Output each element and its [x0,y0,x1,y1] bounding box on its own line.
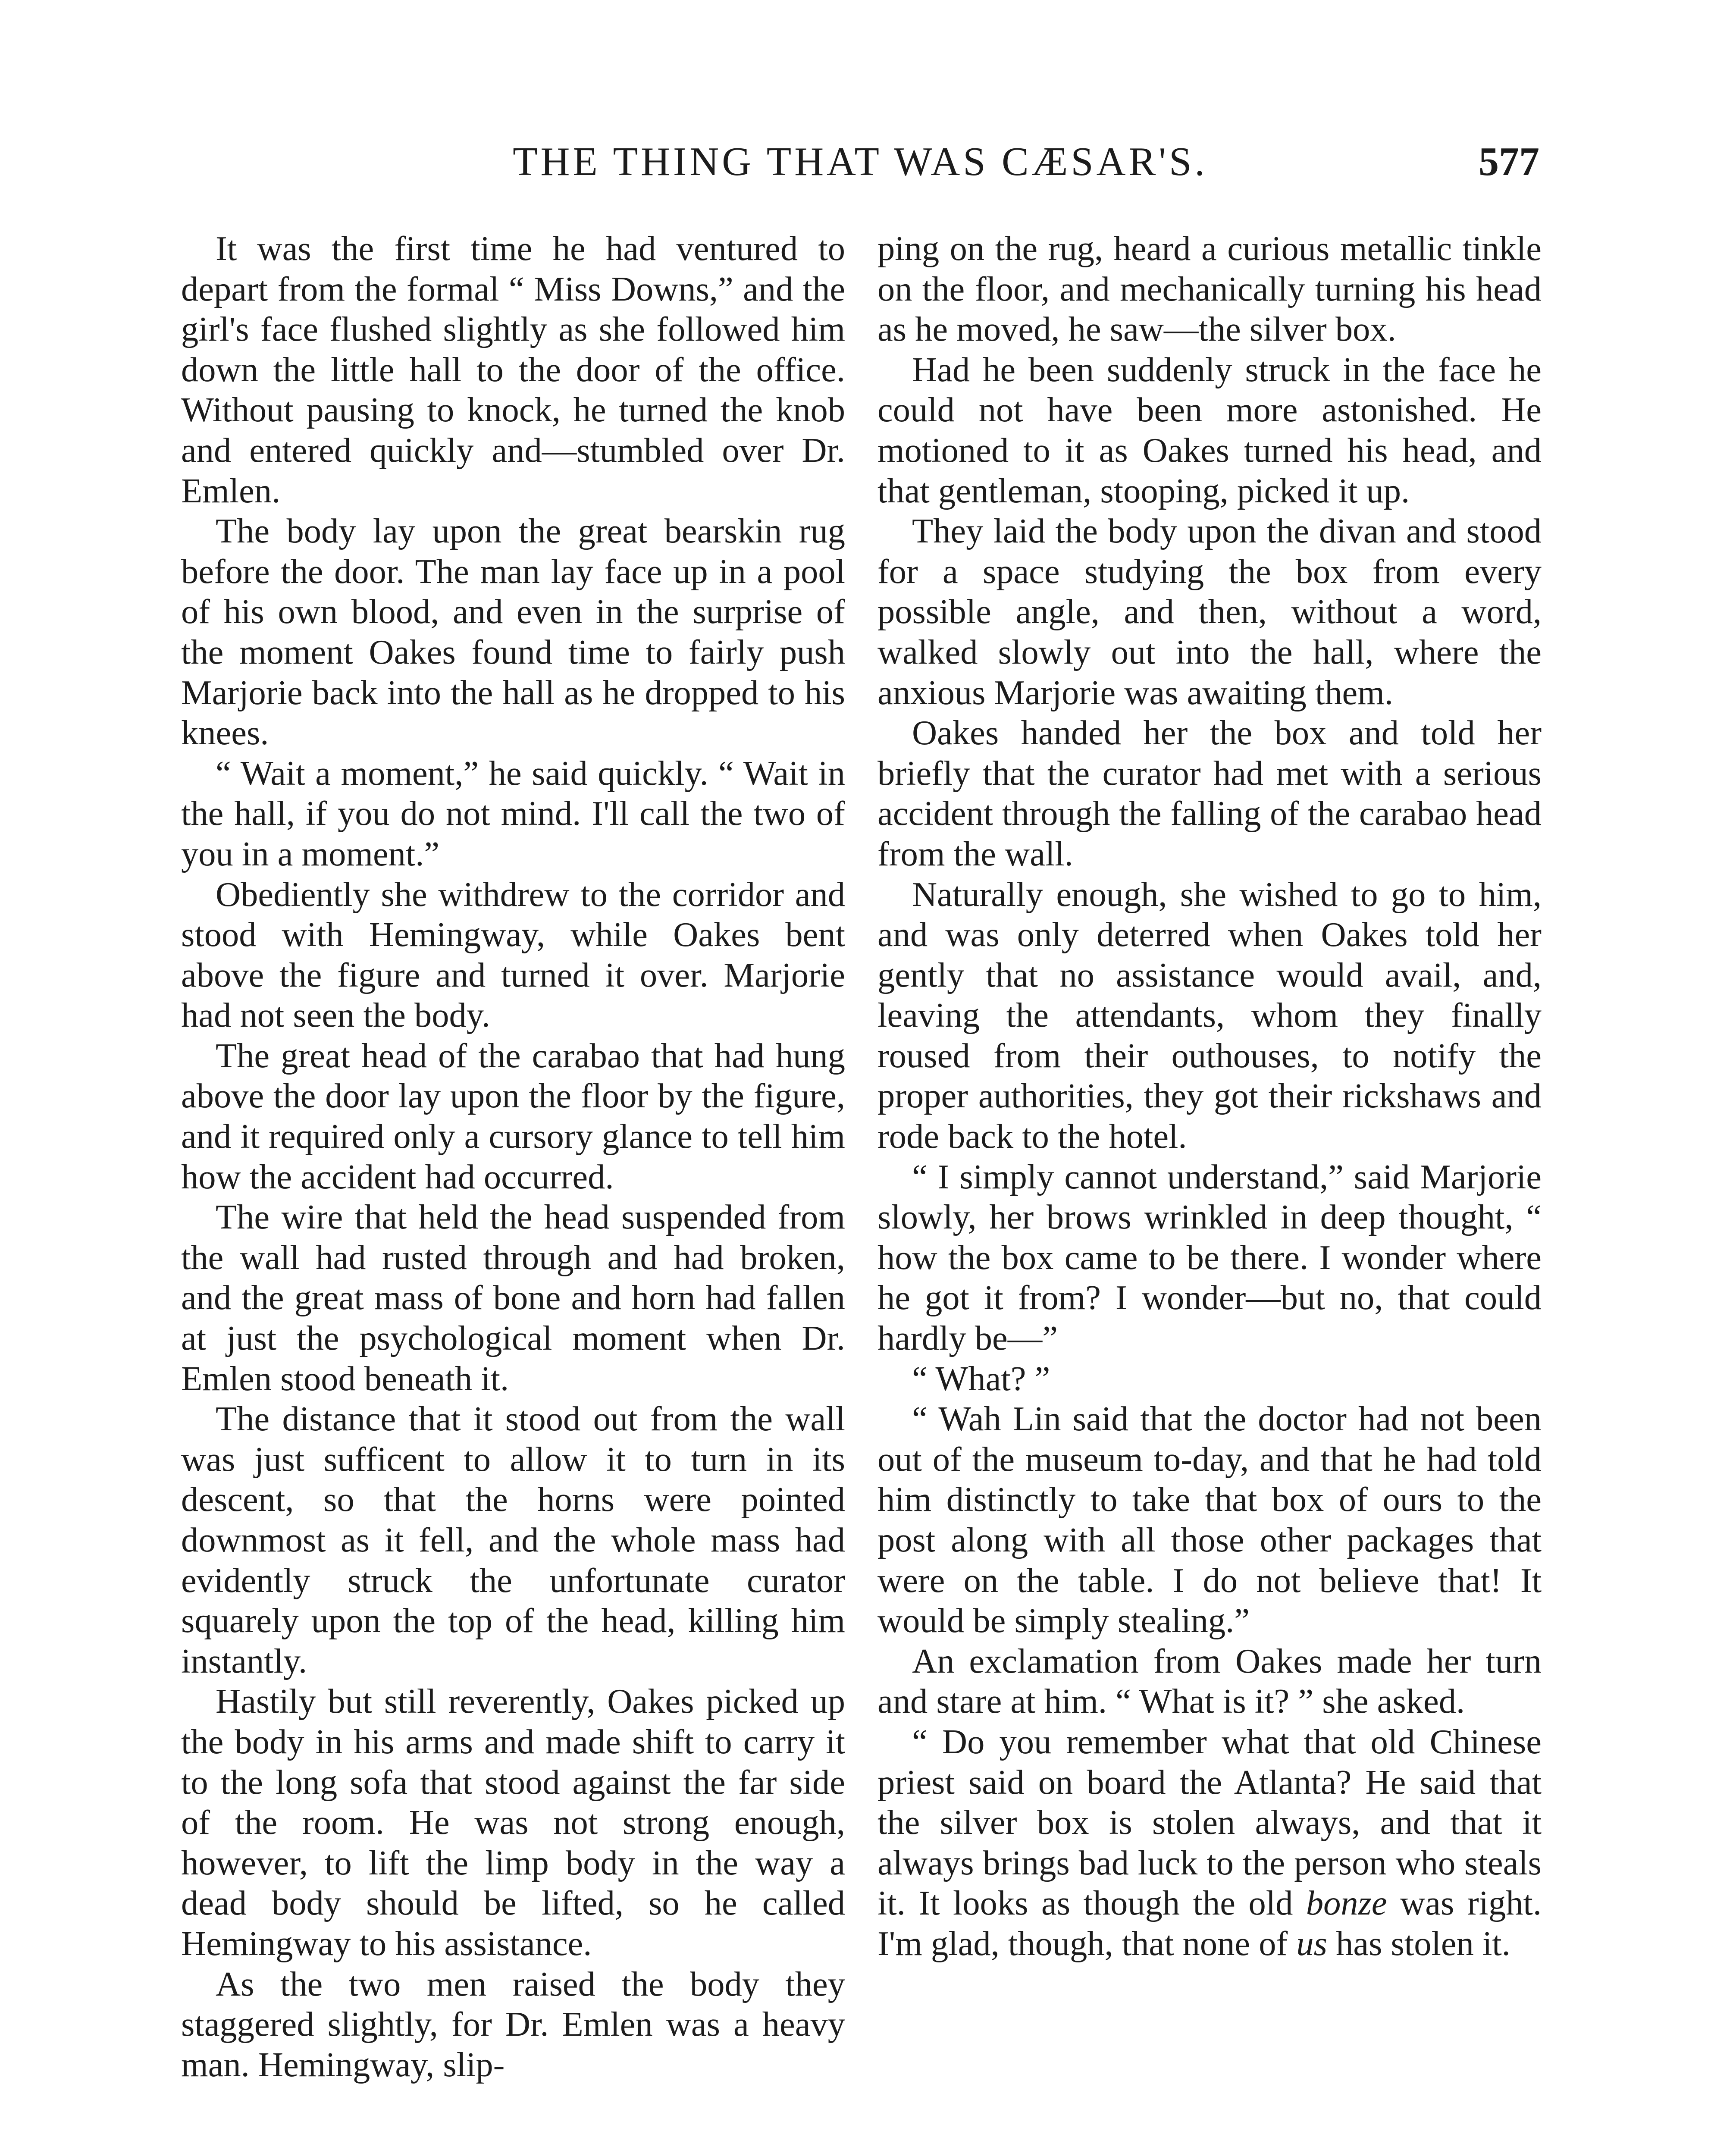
paragraph: Hastily but still reverently, Oakes picked up the body in his arms and made shift to carry it to the long sofa that stood against the far side of the room. He was not strong enough, however, to lift the limp body in the way a dead body should be lifted, so he called Hemingway to his assistance. [181,1682,845,1963]
running-head: THE THING THAT WAS CÆSAR'S. [513,139,1208,184]
text-run: “ Do you remember what that old Chinese priest said on board the Atlanta? He said that the silver box is stolen always, and that it always brings bad luck to the person who steals it. It looks as though the old [877,1722,1542,1923]
paragraph: ping on the rug, heard a curious metallic tinkle on the floor, and mechanically turning his head as he moved, he saw—the silver box. [877,229,1542,349]
italic-word: bonze [1306,1884,1387,1923]
paragraph: “ What? ” [912,1359,1050,1398]
paragraph: Oakes handed her the box and told her briefly that the curator had met with a serious accident through the falling of the carabao head from the wall. [877,714,1542,873]
right-column [877,229,1542,1964]
paragraph: The wire that held the head suspended from the wall had rusted through and had broken, and the great mass of bone and horn had fallen at just the psychological moment when Dr. Emlen stood beneath it. [181,1198,845,1398]
italic-word: us [1296,1924,1327,1963]
paragraph: It was the first time he had ventured to depart from the formal “ Miss Downs,” and the girl's face flushed slightly as she followed him down the little hall to the door of the office. Without pausing to knock, he turned the knob and entered quickly and—stumbled over Dr. Emlen. [181,229,845,510]
left-column [181,229,845,2085]
paragraph: The distance that it stood out from the wall was just sufficent to allow it to turn in its descent, so that the horns were pointed downmost as it fell, and the whole mass had evidently struck the unfortunate curator squarely upon the top of the head, killing him instantly. [181,1400,845,1680]
page-header [181,129,1539,194]
paragraph: The great head of the carabao that had hung above the door lay upon the floor by the figure, and it required only a cursory glance to tell him how the accident had occurred. [181,1036,845,1196]
paragraph: An exclamation from Oakes made her turn and stare at him. “ What is it? ” she asked. [877,1642,1542,1721]
paragraph: Had he been suddenly struck in the face he could not have been more astonished. He motioned to it as Oakes turned his head, and that gentleman, stooping, picked it up. [877,350,1542,510]
text-run: was right. I'm glad, though, that none of [877,1884,1542,1963]
paragraph [877,1722,1542,1964]
text-run: has stolen it. [1327,1924,1510,1963]
paragraph: “ I simply cannot understand,” said Marjorie slowly, her brows wrinkled in deep thought, “ how the box came to be there. I wonder where he got it from? I wonder—but no, that could hardly be—” [877,1157,1542,1358]
paragraph: The body lay upon the great bearskin rug before the door. The man lay face up in a pool of his own blood, and even in the surprise of the moment Oakes found time to fairly push Marjorie back into the hall as he dropped to his knees. [181,512,845,752]
paragraph: As the two men raised the body they staggered slightly, for Dr. Emlen was a heavy man. Hemingway, slip- [181,1965,845,2084]
paragraph: “ Wah Lin said that the doctor had not been out of the museum to-day, and that he had told him distinctly to take that box of ours to the post along with all those other packages that were on the table. I do not believe that! It would be simply stealing.” [877,1400,1542,1640]
paragraph: They laid the body upon the divan and stood for a space studying the box from every possible angle, and then, without a word, walked slowly out into the hall, where the anxious Marjorie was awaiting them. [877,512,1542,712]
paragraph: Naturally enough, she wished to go to him, and was only deterred when Oakes told her gently that no assistance would avail, and, leaving the attendants, whom they finally roused from their outhouses, to notify the proper authorities, they got their rickshaws and rode back to the hotel. [877,875,1542,1156]
paragraph: “ Wait a moment,” he said quickly. “ Wait in the hall, if you do not mind. I'll call the two of you in a moment.” [181,754,845,873]
paragraph: Obediently she withdrew to the corridor and stood with Hemingway, while Oakes bent above the figure and turned it over. Marjorie had not seen the body. [181,875,845,1035]
page-number: 577 [1479,139,1539,184]
